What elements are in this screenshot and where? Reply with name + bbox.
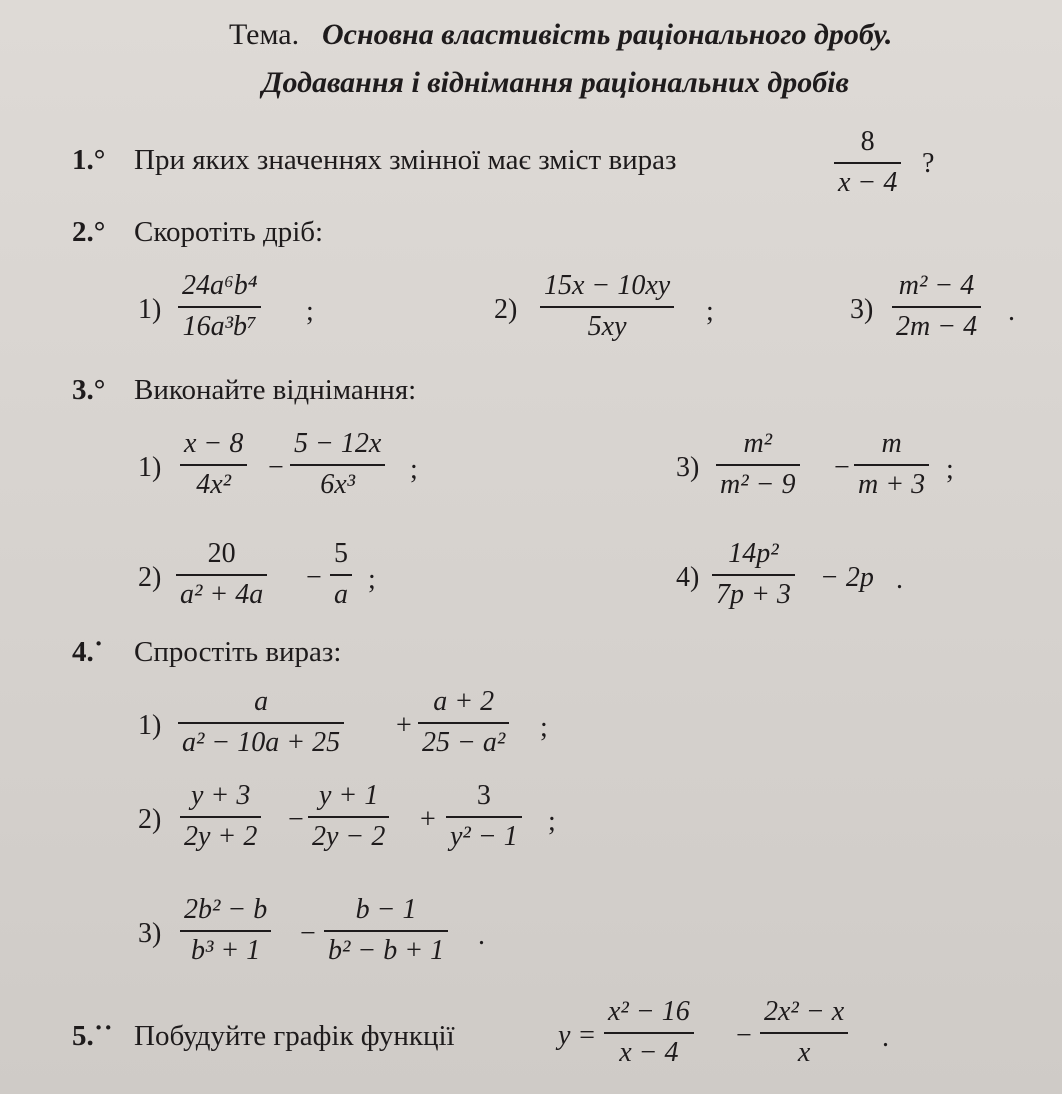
fraction-numerator: a <box>254 686 269 717</box>
task5-op: − <box>736 1020 752 1051</box>
task5-lhs: y = <box>558 1020 597 1051</box>
task3-item3-op: − <box>834 452 850 483</box>
fraction-denominator: 2m − 4 <box>896 310 978 342</box>
fraction-numerator: a + 2 <box>433 686 495 717</box>
task3-item1-label: 1) <box>138 452 162 483</box>
fraction-denominator: 4x² <box>196 468 232 500</box>
fraction-bar <box>180 816 261 818</box>
task1-text: При яких значеннях змінної має зміст вираз <box>134 144 677 176</box>
fraction-numerator: 20 <box>207 538 236 569</box>
fraction-denominator: b² − b + 1 <box>328 934 445 966</box>
task3-item2-fraction-b <box>330 540 352 609</box>
topic-title-line1: Основна властивість раціонального дробу. <box>322 18 893 51</box>
fraction-denominator: 2y − 2 <box>312 820 386 852</box>
task2-item3-end: . <box>1008 296 1015 327</box>
task3-item1-fraction-a <box>180 430 247 499</box>
task3-number: 3.° <box>72 374 106 406</box>
fraction-denominator: 7p + 3 <box>716 578 791 610</box>
fraction-denominator: 16a³b⁷ <box>182 310 257 342</box>
fraction-bar <box>180 464 247 466</box>
fraction-bar <box>418 722 509 724</box>
task4-item3-fraction-b <box>324 896 448 965</box>
task4-number: 4.˙ <box>72 636 104 668</box>
task1-end: ? <box>922 148 935 179</box>
fraction-numerator: 2b² − b <box>184 894 268 925</box>
task4-item2-fraction-a <box>180 782 261 851</box>
task4-item3-op: − <box>300 918 316 949</box>
fraction-denominator: a² + 4a <box>180 578 264 610</box>
fraction-denominator: 5xy <box>587 310 627 342</box>
task3-item4-label: 4) <box>676 562 700 593</box>
task2-item1-label: 1) <box>138 294 162 325</box>
task2-item1-fraction <box>178 272 261 341</box>
task2-item3-fraction <box>892 272 981 341</box>
fraction-numerator: 15x − 10xy <box>544 270 671 301</box>
fraction-bar <box>176 574 267 576</box>
fraction-numerator: m² − 4 <box>898 270 975 301</box>
fraction-denominator: x − 4 <box>619 1036 679 1068</box>
task5-end: . <box>882 1022 889 1053</box>
fraction-denominator: m² − 9 <box>720 468 796 500</box>
fraction-denominator: a² − 10a + 25 <box>182 726 341 758</box>
task2-item2-end: ; <box>706 296 714 327</box>
task2-item2-fraction <box>540 272 674 341</box>
fraction-denominator: m + 3 <box>858 468 926 500</box>
task3-item3-fraction-b <box>854 430 929 499</box>
task3-item3-end: ; <box>946 454 954 485</box>
fraction-numerator: y + 3 <box>191 780 251 811</box>
task4-item3-label: 3) <box>138 918 162 949</box>
task3-item2-label: 2) <box>138 562 162 593</box>
fraction-bar <box>834 162 901 164</box>
fraction-bar <box>604 1032 694 1034</box>
task3-item2-end: ; <box>368 564 376 595</box>
fraction-bar <box>290 464 385 466</box>
fraction-numerator: 2x² − x <box>764 996 845 1027</box>
fraction-numerator: 3 <box>476 780 491 811</box>
fraction-denominator: x <box>797 1036 811 1068</box>
task2-item1-end: ; <box>306 296 314 327</box>
fraction-denominator: b³ + 1 <box>191 934 261 966</box>
task3-item2-op: − <box>306 562 322 593</box>
fraction-denominator: x − 4 <box>838 166 898 198</box>
fraction-bar <box>178 306 261 308</box>
topic-prefix: Тема. <box>229 18 300 51</box>
task4-item1-op: + <box>396 710 412 741</box>
task5-text: Побудуйте графік функції <box>134 1020 455 1052</box>
fraction-denominator: 6x³ <box>320 468 356 500</box>
task3-item1-end: ; <box>410 454 418 485</box>
task2-item2-label: 2) <box>494 294 518 325</box>
fraction-denominator: 25 − a² <box>422 726 506 758</box>
task2-number: 2.° <box>72 216 106 248</box>
fraction-numerator: 5 <box>334 538 348 569</box>
task4-item1-fraction-b <box>418 688 509 757</box>
fraction-denominator: y² − 1 <box>450 820 518 852</box>
task4-item3-fraction-a <box>180 896 271 965</box>
task2-item3-label: 3) <box>850 294 874 325</box>
task1-number: 1.° <box>72 144 106 176</box>
fraction-numerator: m <box>881 428 902 459</box>
task4-item2-end: ; <box>548 806 556 837</box>
task3-item4-tail: − 2p <box>820 562 874 593</box>
task4-item2-op1: − <box>288 804 304 835</box>
topic-title-line2: Додавання і віднімання раціональних дробів <box>262 66 849 99</box>
fraction-bar <box>854 464 929 466</box>
task4-item3-end: . <box>478 920 485 951</box>
task3-item1-fraction-b <box>290 430 385 499</box>
fraction-numerator: y + 1 <box>319 780 379 811</box>
task4-text: Спростіть вираз: <box>134 636 342 668</box>
task3-text: Виконайте віднімання: <box>134 374 417 406</box>
task3-item1-op: − <box>268 452 284 483</box>
fraction-numerator: m² <box>743 428 773 459</box>
task4-item1-fraction-a <box>178 688 344 757</box>
fraction-bar <box>892 306 981 308</box>
task3-item3-label: 3) <box>676 452 700 483</box>
fraction-bar <box>180 930 271 932</box>
fraction-numerator: 8 <box>860 126 875 157</box>
task3-item4-end: . <box>896 564 903 595</box>
fraction-numerator: x² − 16 <box>608 996 690 1027</box>
task3-item3-fraction-a <box>716 430 800 499</box>
task2-text: Скоротіть дріб: <box>134 216 324 248</box>
fraction-bar <box>760 1032 848 1034</box>
fraction-numerator: b − 1 <box>355 894 417 925</box>
task4-item1-label: 1) <box>138 710 162 741</box>
fraction-denominator: 2y + 2 <box>184 820 258 852</box>
fraction-bar <box>330 574 352 576</box>
fraction-denominator: a <box>334 578 348 610</box>
fraction-numerator: 5 − 12x <box>294 428 382 459</box>
task5-fraction-b <box>760 998 848 1067</box>
task4-item2-fraction-b <box>308 782 389 851</box>
task4-item2-op2: + <box>420 804 436 835</box>
fraction-bar <box>712 574 795 576</box>
task4-item2-fraction-c <box>446 782 522 851</box>
fraction-bar <box>540 306 674 308</box>
fraction-numerator: 24a⁶b⁴ <box>182 270 258 301</box>
fraction-bar <box>324 930 448 932</box>
fraction-bar <box>308 816 389 818</box>
fraction-numerator: 14p² <box>728 538 779 569</box>
fraction-bar <box>716 464 800 466</box>
fraction-bar <box>446 816 522 818</box>
task5-number: 5.˙˙ <box>72 1020 114 1052</box>
fraction-bar <box>178 722 344 724</box>
task1-fraction <box>834 128 901 197</box>
task3-item4-fraction <box>712 540 795 609</box>
task5-fraction-a <box>604 998 694 1067</box>
task3-item2-fraction-a <box>176 540 267 609</box>
task4-item2-label: 2) <box>138 804 162 835</box>
fraction-numerator: x − 8 <box>184 428 244 459</box>
task4-item1-end: ; <box>540 712 548 743</box>
